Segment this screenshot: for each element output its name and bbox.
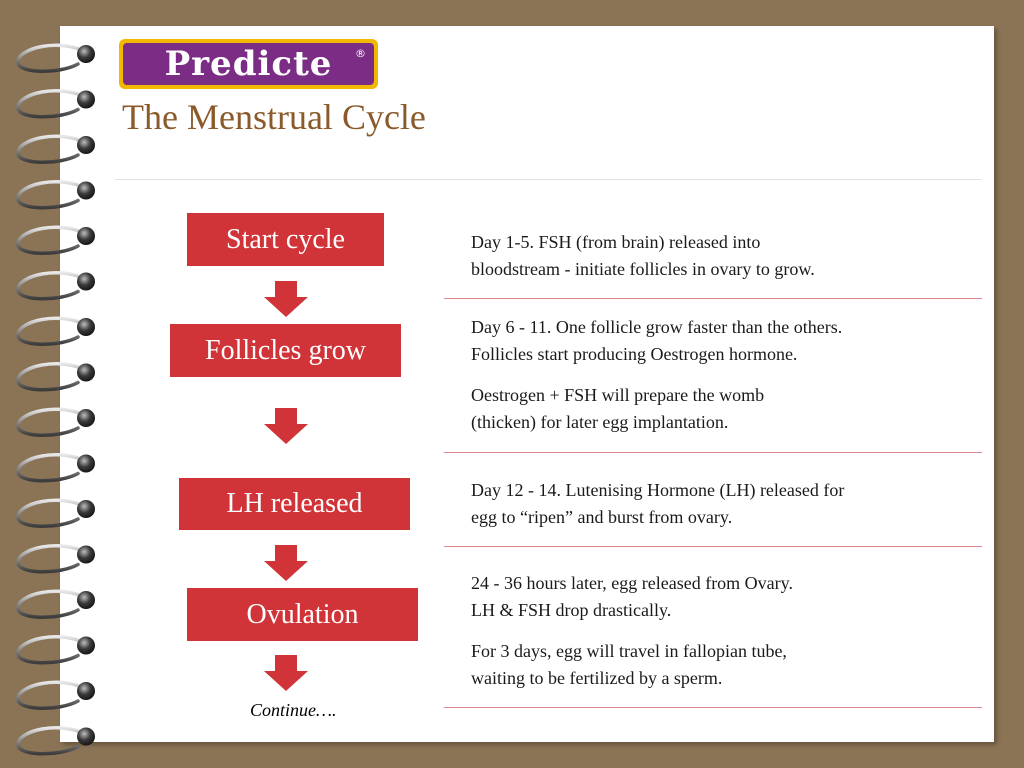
spiral-hole (77, 273, 95, 291)
spiral-wire (18, 364, 86, 390)
spiral-wire (18, 91, 86, 117)
description-line: Oestrogen + FSH will prepare the womb (471, 385, 765, 405)
description-line: Day 12 - 14. Lutenising Hormone (LH) released for (471, 480, 845, 500)
description-paragraph (471, 382, 971, 436)
spiral-wire (18, 182, 86, 208)
logo-registered-mark: ® (355, 47, 366, 60)
spiral-wire (18, 591, 86, 617)
spiral-wire (18, 227, 86, 253)
down-arrow-icon (264, 408, 308, 444)
title-divider (115, 179, 982, 180)
spiral-binding (0, 0, 120, 768)
step-box-follicles-grow: Follicles grow (170, 324, 401, 377)
description-line: Follicles start producing Oestrogen hormone. (471, 344, 798, 364)
spiral-hole (77, 136, 95, 154)
description-day-12-14 (471, 477, 971, 531)
description-line: 24 - 36 hours later, egg released from Ovary. (471, 573, 793, 593)
spiral-hole (77, 455, 95, 473)
spiral-hole (77, 682, 95, 700)
description-line: (thicken) for later egg implantation. (471, 412, 729, 432)
spiral-hole (77, 364, 95, 382)
down-arrow-icon (264, 545, 308, 581)
logo-inner (123, 43, 374, 85)
description-paragraph (471, 570, 971, 624)
spiral-wire (18, 455, 86, 481)
description-paragraph (471, 229, 971, 283)
down-arrow-icon (264, 655, 308, 691)
description-line: LH & FSH drop drastically. (471, 600, 672, 620)
predicte-logo (119, 39, 378, 89)
spiral-hole (77, 45, 95, 63)
spiral-hole (77, 227, 95, 245)
spiral-hole (77, 500, 95, 518)
description-line: For 3 days, egg will travel in fallopian tube, (471, 641, 787, 661)
step-box-lh-released: LH released (179, 478, 410, 530)
description-line: waiting to be fertilized by a sperm. (471, 668, 723, 688)
description-day-1-5 (471, 229, 971, 283)
section-divider (444, 298, 982, 299)
spiral-hole (77, 728, 95, 746)
spiral-wire (18, 637, 86, 663)
description-line: bloodstream - initiate follicles in ovary to grow. (471, 259, 815, 279)
section-divider (444, 452, 982, 453)
description-ovulation (471, 570, 971, 692)
step-box-ovulation: Ovulation (187, 588, 418, 641)
description-paragraph (471, 314, 971, 368)
spiral-wire (18, 318, 86, 344)
spiral-wire (18, 682, 86, 708)
spiral-hole (77, 591, 95, 609)
description-line: Day 1-5. FSH (from brain) released into (471, 232, 761, 252)
description-line: Day 6 - 11. One follicle grow faster than the others. (471, 317, 843, 337)
spiral-hole (77, 182, 95, 200)
spiral-wire (18, 728, 86, 754)
logo-text: Predicte (164, 44, 333, 84)
description-paragraph (471, 638, 971, 692)
spiral-wire (18, 136, 86, 162)
spiral-hole (77, 637, 95, 655)
spiral-wire (18, 273, 86, 299)
section-divider (444, 707, 982, 708)
spiral-wire (18, 546, 86, 572)
description-day-6-11 (471, 314, 971, 436)
spiral-hole (77, 409, 95, 427)
spiral-wire (18, 409, 86, 435)
spiral-hole (77, 546, 95, 564)
description-paragraph (471, 477, 971, 531)
spiral-wire (18, 45, 86, 71)
spiral-hole (77, 318, 95, 336)
slide-title: The Menstrual Cycle (122, 97, 426, 137)
spiral-wire (18, 500, 86, 526)
down-arrow-icon (264, 281, 308, 317)
section-divider (444, 546, 982, 547)
description-line: egg to “ripen” and burst from ovary. (471, 507, 733, 527)
spiral-hole (77, 91, 95, 109)
step-box-start-cycle: Start cycle (187, 213, 384, 266)
continue-label: Continue…. (250, 700, 337, 720)
